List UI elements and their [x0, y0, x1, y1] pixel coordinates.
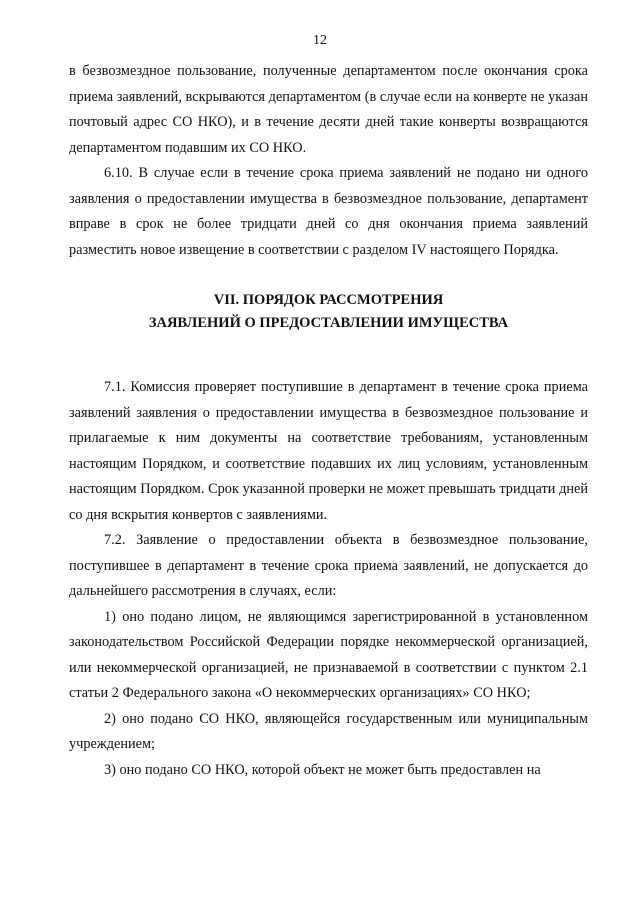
- section-heading-line-2: ЗАЯВЛЕНИЙ О ПРЕДОСТАВЛЕНИИ ИМУЩЕСТВА: [148, 315, 509, 331]
- paragraph-7-1: 7.1. Комиссия проверяет поступившие в департамент в течение срока приема заявлений заявления о предоставлении имущества в безвозмездное пользование и прилагаемые к ним документы на соответствие требованиям, установленным настоящим Порядком, и соответствие подавших их лиц условиям, установленным настоящим Порядком. Срок указанной проверки не может превышать тридцати дней со дня вскрытия конвертов с заявлениями.: [69, 379, 588, 523]
- page-number: 12: [313, 33, 327, 48]
- list-item-2: 2) оно подано СО НКО, являющейся государственным или муниципальным учреждением;: [69, 710, 588, 752]
- section-heading-line-1: VII. ПОРЯДОК РАССМОТРЕНИЯ: [213, 292, 444, 308]
- paragraph-7-2: 7.2. Заявление о предоставлении объекта в безвозмездное пользование, поступившее в департамент в течение срока приема заявлений, не допускается до дальнейшего рассмотрения в случаях, если:: [69, 532, 588, 599]
- list-item-3: 3) оно подано СО НКО, которой объект не может быть предоставлен на: [104, 761, 541, 778]
- paragraph-continuation: в безвозмездное пользование, полученные департаментом после окончания срока приема заявлений, вскрываются департаментом (в случае если на конверте не указан почтовый адрес СО НКО), и в течение десяти дней такие конверты возвращаются департаментом подавшим их СО НКО.: [69, 63, 588, 156]
- section-heading: [69, 289, 588, 335]
- document-body: [69, 59, 588, 783]
- paragraph-6-10: 6.10. В случае если в течение срока приема заявлений не подано ни одного заявления о предоставлении имущества в безвозмездное пользование, департамент вправе в срок не более тридцати дней со дня окончания приема заявлений разместить новое извещение в соответствии с разделом IV настоящего Порядка.: [69, 165, 588, 258]
- list-item-1: 1) оно подано лицом, не являющимся зарегистрированной в установленном законодательством Российской Федерации порядке некоммерческой организацией, или некоммерческой организацией, не признаваемой в соответствии с пунктом 2.1 статьи 2 Федерального закона «О некоммерческих организациях» СО НКО;: [69, 608, 588, 701]
